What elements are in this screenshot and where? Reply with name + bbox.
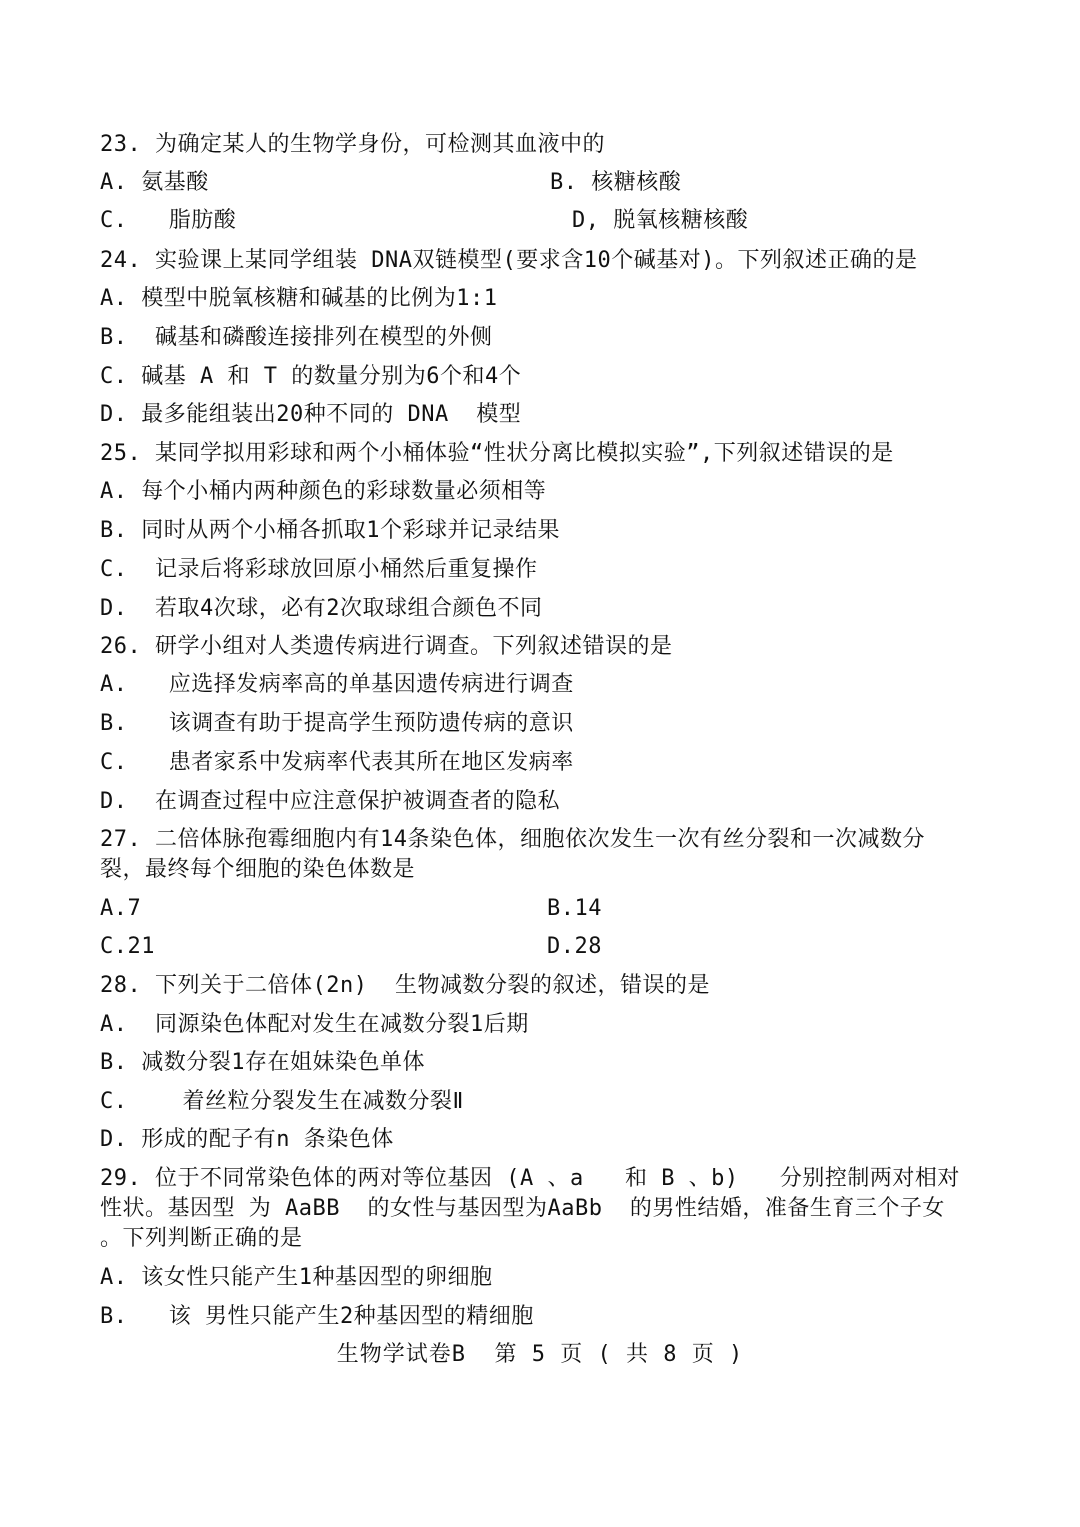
q29-stem-line-3: 。下列判断正确的是 (100, 1226, 303, 1251)
q23-stem: 23. 为确定某人的生物学身份，可检测其血液中的 (100, 132, 605, 157)
option-text: 应选择发病率高的单基因遗传病进行调查 (168, 672, 574, 697)
q26-option-b (100, 709, 574, 739)
option-label: C. (100, 364, 128, 389)
option-text: 同源染色体配对发生在减数分裂1后期 (155, 1012, 529, 1037)
q25-option-c (100, 555, 538, 585)
option-label: C. (100, 750, 128, 775)
q24-option-a (100, 284, 498, 314)
option-text: 脱氧核糖核酸 (613, 208, 749, 233)
q26-option-d (100, 787, 560, 817)
q23-option-b (550, 168, 681, 198)
option-label: A. (100, 170, 128, 195)
option-text: 该女性只能产生1种基因型的卵细胞 (141, 1265, 493, 1290)
option-text: 氨基酸 (141, 170, 209, 195)
q28-option-a (100, 1010, 529, 1040)
option-text: 碱基和磷酸连接排列在模型的外侧 (155, 325, 493, 350)
option-text: 同时从两个小桶各抓取1个彩球并记录结果 (141, 518, 560, 543)
option-text: 28 (574, 934, 602, 959)
option-label: B. (100, 1050, 128, 1075)
q25-option-a (100, 477, 546, 507)
option-label: A. (100, 1265, 128, 1290)
option-label: D. (100, 596, 128, 621)
q25-stem: 25. 某同学拟用彩球和两个小桶体验“性状分离比模拟实验”,下列叙述错误的是 (100, 441, 894, 466)
q27-option-c (100, 932, 155, 962)
option-label: A. (100, 672, 128, 697)
q29-stem-line-2: 性状。基因型 为 AaBB 的女性与基因型为AaBb 的男性结婚，准备生育三个子女 (100, 1196, 945, 1221)
q25-option-b (100, 516, 560, 546)
option-label: A. (100, 896, 128, 921)
option-text: 每个小桶内两种颜色的彩球数量必须相等 (141, 479, 547, 504)
option-label: D, (572, 208, 600, 233)
footer-subject: 生物学试卷B (336, 1342, 467, 1367)
option-text: 脂肪酸 (168, 208, 237, 233)
option-text: 7 (127, 896, 142, 921)
footer-page-number: 第 5 页 ( 共 8 页 ) (494, 1342, 744, 1367)
option-text: 模型中脱氧核糖和碱基的比例为1:1 (141, 286, 498, 311)
q29-option-a (100, 1263, 493, 1293)
q23-option-a (100, 168, 209, 198)
q26-option-a (100, 670, 574, 700)
option-text: 碱基 A 和 T 的数量分别为6个和4个 (141, 364, 522, 389)
option-text: 14 (574, 896, 602, 921)
option-label: C. (100, 557, 128, 582)
q29-option-b (100, 1302, 534, 1332)
q28-option-b (100, 1048, 425, 1078)
q28-stem: 28. 下列关于二倍体(2n) 生物减数分裂的叙述，错误的是 (100, 973, 710, 998)
option-label: B. (550, 170, 578, 195)
q26-option-c (100, 748, 574, 778)
q24-option-b (100, 323, 493, 353)
option-text: 着丝粒分裂发生在减数分裂Ⅱ (182, 1089, 464, 1114)
q27-option-b (547, 894, 602, 924)
q28-option-c (100, 1087, 464, 1117)
q24-option-d (100, 400, 521, 430)
option-text: 最多能组装出20种不同的 DNA 模型 (141, 402, 522, 427)
option-label: B. (100, 325, 128, 350)
option-label: C. (100, 208, 128, 233)
option-label: B. (100, 518, 128, 543)
option-label: B. (547, 896, 575, 921)
option-label: C. (100, 934, 128, 959)
option-text: 在调查过程中应注意保护被调查者的隐私 (155, 789, 561, 814)
option-text: 该 男性只能产生2种基因型的精细胞 (168, 1304, 534, 1329)
option-label: C. (100, 1089, 128, 1114)
q24-option-c (100, 362, 521, 392)
option-text: 记录后将彩球放回原小桶然后重复操作 (155, 557, 538, 582)
option-text: 减数分裂1存在姐妹染色单体 (141, 1050, 425, 1075)
q23-option-d (572, 206, 748, 236)
option-label: B. (100, 1304, 128, 1329)
q27-option-a (100, 894, 141, 924)
option-label: D. (547, 934, 575, 959)
q29-stem-line-1: 29. 位于不同常染色体的两对等位基因 (A 、a 和 B 、b) 分别控制两对相对 (100, 1166, 960, 1191)
q26-stem: 26. 研学小组对人类遗传病进行调查。下列叙述错误的是 (100, 634, 673, 659)
q27-option-d (547, 932, 602, 962)
option-label: D. (100, 402, 128, 427)
q24-stem: 24. 实验课上某同学组装 DNA双链模型(要求含10个碱基对)。下列叙述正确的是 (100, 248, 918, 273)
option-label: D. (100, 789, 128, 814)
q23-option-c (100, 206, 236, 236)
q27-stem-line-2: 裂，最终每个细胞的染色体数是 (100, 857, 416, 882)
option-label: A. (100, 286, 128, 311)
q25-option-d (100, 594, 543, 624)
option-label: D. (100, 1127, 128, 1152)
option-label: A. (100, 479, 128, 504)
option-text: 若取4次球，必有2次取球组合颜色不同 (155, 596, 543, 621)
option-text: 该调查有助于提高学生预防遗传病的意识 (168, 711, 574, 736)
page-footer (0, 1340, 1080, 1370)
option-text: 患者家系中发病率代表其所在地区发病率 (168, 750, 574, 775)
option-text: 核糖核酸 (591, 170, 682, 195)
option-label: A. (100, 1012, 128, 1037)
option-label: B. (100, 711, 128, 736)
option-text: 形成的配子有n 条染色体 (141, 1127, 394, 1152)
q28-option-d (100, 1125, 394, 1155)
option-text: 21 (127, 934, 155, 959)
q27-stem-line-1: 27. 二倍体脉孢霉细胞内有14条染色体，细胞依次发生一次有丝分裂和一次减数分 (100, 827, 925, 852)
